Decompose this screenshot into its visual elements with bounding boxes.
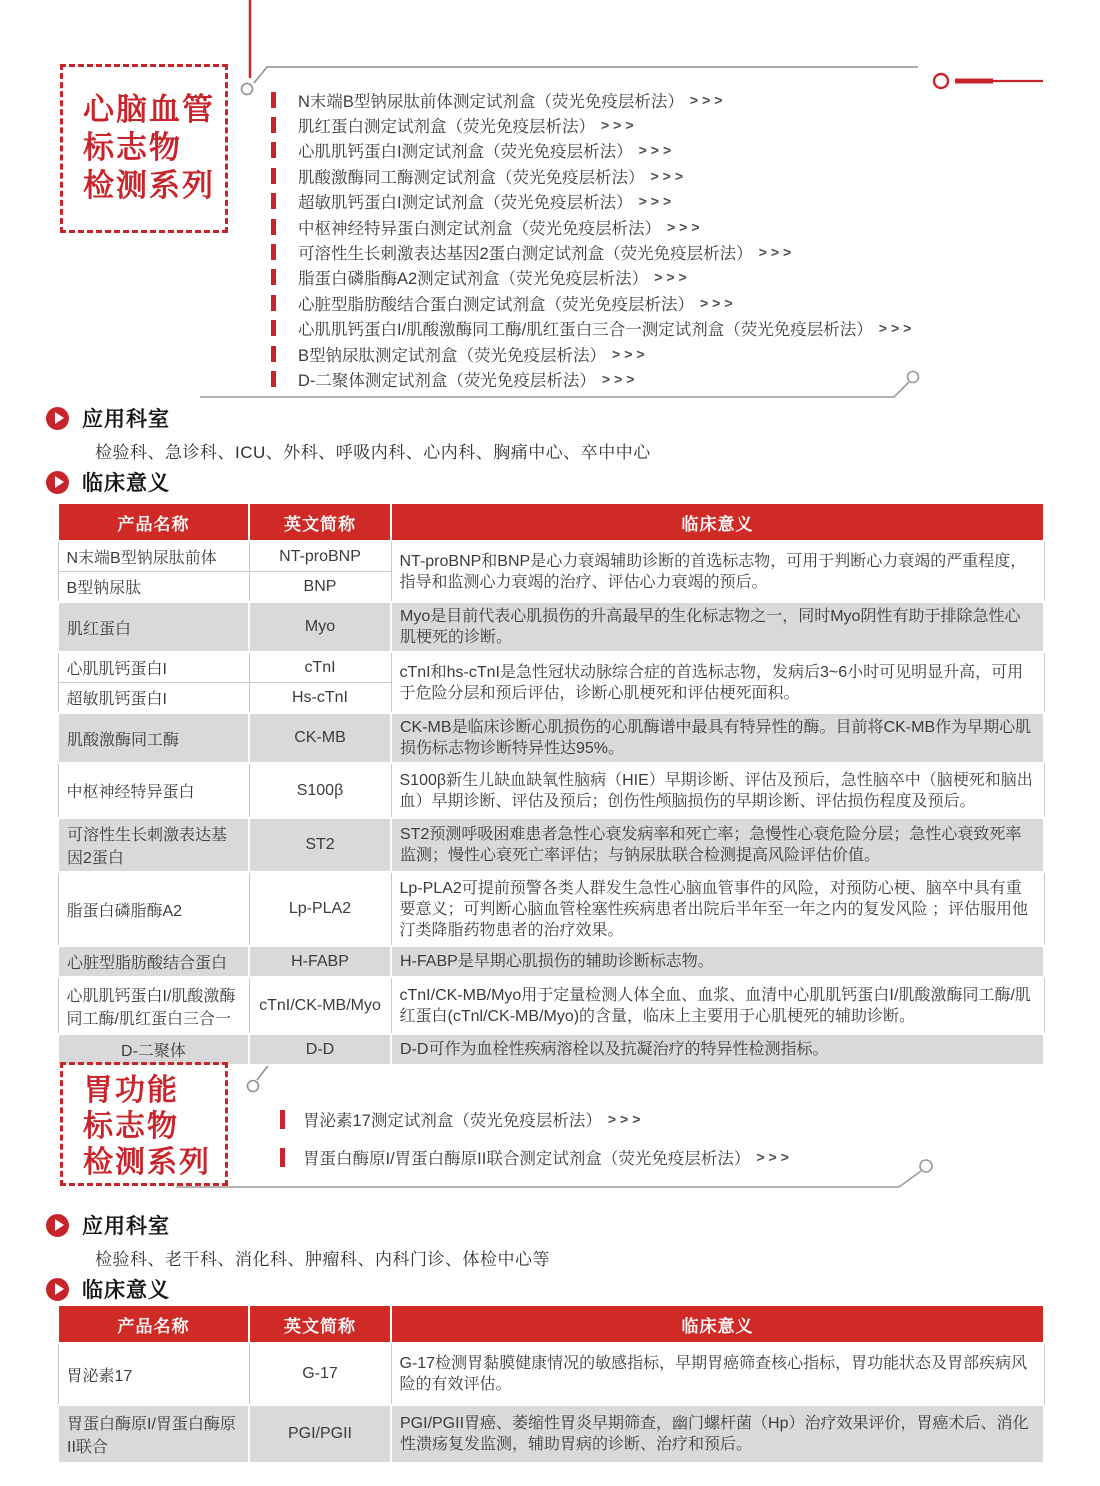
kit-item[interactable]: [271, 265, 1071, 290]
cardio-clinical-table: [57, 502, 1045, 1066]
table-row: [58, 977, 1044, 1034]
clinical-meaning: cTnI和hs-cTnI是急性冠状动脉综合症的首选标志物，发病后3~6小时可见明显升高，可用于危险分层和预后评估，诊断心肌梗死和评估梗死面积。: [391, 652, 1044, 713]
heading-label: 应用科室: [82, 408, 170, 431]
section-heading-departments: [46, 403, 170, 433]
gastric-kit-list: [280, 1100, 1080, 1176]
product-name: 胃泌素17: [58, 1343, 249, 1405]
departments-text: 检验科、老干科、消化科、肿瘤科、内科门诊、体检中心等: [95, 1250, 550, 1269]
product-abbr: BNP: [249, 572, 391, 603]
clinical-meaning: D-D可作为血栓性疾病溶栓以及抗凝治疗的特异性检测指标。: [391, 1034, 1044, 1065]
bullet-bar-icon: [271, 193, 276, 209]
more-arrows-icon: >>>: [689, 91, 727, 108]
more-arrows-icon: >>>: [601, 370, 639, 387]
kit-label: 胃蛋白酶原I/胃蛋白酶原II联合测定试剂盒（荧光免疫层析法）: [303, 1150, 751, 1168]
kit-label: 脂蛋白磷脂酶A2测定试剂盒（荧光免疫层析法）: [298, 270, 649, 289]
series-title-line: 标志物: [83, 1110, 179, 1143]
kit-item[interactable]: [280, 1100, 1080, 1138]
table-row: [58, 818, 1044, 872]
more-arrows-icon: >>>: [638, 142, 676, 159]
kit-label: N末端B型钠尿肽前体测定试剂盒（荧光免疫层析法）: [298, 92, 684, 111]
kit-item[interactable]: [271, 138, 1071, 163]
product-name: 超敏肌钙蛋白I: [58, 683, 249, 714]
kit-label: 肌红蛋白测定试剂盒（荧光免疫层析法）: [298, 118, 595, 137]
kit-item[interactable]: [271, 189, 1071, 214]
more-arrows-icon: >>>: [601, 117, 638, 134]
table-row: [58, 1034, 1044, 1065]
table-header-row: [58, 1305, 1044, 1343]
kit-label: 心肌肌钙蛋白I测定试剂盒（荧光免疫层析法）: [298, 143, 633, 162]
clinical-meaning: Lp-PLA2可提前预警各类人群发生急性心脑血管事件的风险，对预防心梗、脑卒中具有重要意义；可判断心脑血管栓塞性疾病患者出院后半年至一年之内的复发风险 ；评估服用他汀类降脂药物患者的治疗效果。: [391, 872, 1044, 946]
column-header: 英文简称: [249, 1305, 391, 1343]
product-name: 心肌肌钙蛋白I: [58, 652, 249, 683]
column-header: 产品名称: [58, 503, 249, 541]
bullet-bar-icon: [271, 320, 276, 336]
clinical-meaning: ST2预测呼吸困难患者急性心衰发病率和死亡率；急慢性心衰危险分层；急性心衰致死率监测；慢性心衰死亡率评估；与钠尿肽联合检测提高风险评估价值。: [391, 818, 1044, 872]
product-abbr: cTnI: [249, 652, 391, 683]
kit-item[interactable]: [271, 239, 1071, 264]
product-abbr: cTnI/CK-MB/Myo: [249, 977, 391, 1034]
product-abbr: G-17: [249, 1343, 391, 1405]
heading-label: 应用科室: [82, 1215, 170, 1238]
product-name: 心肌肌钙蛋白I/肌酸激酶同工酶/肌红蛋白三合一: [58, 977, 249, 1034]
clinical-meaning: G-17检测胃黏膜健康情况的敏感指标，早期胃癌筛查核心指标，胃功能状态及胃部疾病风险的有效评估。: [391, 1343, 1044, 1405]
series-title-line: 检测系列: [83, 1146, 211, 1179]
product-abbr: NT-proBNP: [249, 541, 391, 572]
product-abbr: Myo: [249, 602, 391, 652]
table-row: [58, 602, 1044, 652]
clinical-meaning: cTnI/CK-MB/Myo用于定量检测人体全血、血浆、血清中心肌肌钙蛋白Ⅰ/肌酸激酶同工酶/肌红蛋白(cTnl/CK-MB/Myo)的含量，临床上主要用于心肌梗死的辅助诊断。: [391, 977, 1044, 1034]
product-abbr: Lp-PLA2: [249, 872, 391, 946]
table-row: [58, 541, 1044, 572]
clinical-meaning: CK-MB是临床诊断心肌损伤的心肌酶谱中最具有特异性的酶。目前将CK-MB作为早期心肌损伤标志物诊断特异性达95%。: [391, 713, 1044, 763]
bullet-bar-icon: [271, 295, 276, 311]
section-heading-clinical: [46, 1274, 170, 1304]
more-arrows-icon: >>>: [667, 218, 704, 235]
clinical-meaning: H-FABP是早期心肌损伤的辅助诊断标志物。: [391, 946, 1044, 977]
kit-item[interactable]: [271, 341, 1071, 366]
more-arrows-icon: >>>: [758, 244, 796, 261]
kit-item[interactable]: [271, 316, 1071, 341]
product-name: D-二聚体: [58, 1034, 249, 1065]
product-abbr: Hs-cTnI: [249, 683, 391, 714]
table-header-row: [58, 503, 1044, 541]
series-title-gastric: [60, 1062, 228, 1186]
kit-item[interactable]: [271, 366, 1071, 391]
product-name: B型钠尿肽: [58, 572, 249, 603]
table-row: [58, 946, 1044, 977]
play-bullet-icon: [46, 1278, 69, 1301]
kit-label: 可溶性生长刺激表达基因2蛋白测定试剂盒（荧光免疫层析法）: [298, 245, 753, 264]
kit-label: 心脏型脂肪酸结合蛋白测定试剂盒（荧光免疫层析法）: [298, 295, 694, 314]
column-header: 产品名称: [58, 1305, 249, 1343]
product-abbr: S100β: [249, 763, 391, 818]
table-row: [58, 713, 1044, 763]
kit-label: 中枢神经特异蛋白测定试剂盒（荧光免疫层析法）: [298, 219, 661, 238]
play-bullet-icon: [46, 407, 69, 430]
bullet-bar-icon: [271, 269, 276, 285]
more-arrows-icon: >>>: [700, 294, 737, 311]
column-header: 临床意义: [391, 503, 1044, 541]
bullet-bar-icon: [271, 346, 276, 362]
bullet-bar-icon: [271, 168, 276, 184]
play-bullet-icon: [46, 1214, 69, 1237]
series-title-line: 检测系列: [83, 168, 215, 203]
more-arrows-icon: >>>: [638, 193, 676, 210]
product-abbr: PGI/PGII: [249, 1405, 391, 1463]
kit-label: 胃泌素17测定试剂盒（荧光免疫层析法）: [303, 1112, 602, 1130]
product-abbr: ST2: [249, 818, 391, 872]
bullet-bar-icon: [271, 117, 276, 133]
series-title-line: 胃功能: [83, 1074, 179, 1107]
kit-label: D-二聚体测定试剂盒（荧光免疫层析法）: [298, 371, 596, 390]
bullet-bar-icon: [280, 1148, 285, 1167]
bullet-bar-icon: [271, 244, 276, 260]
table-row: [58, 1405, 1044, 1463]
kit-item[interactable]: [280, 1138, 1080, 1176]
departments-text: 检验科、急诊科、ICU、外科、呼吸内科、心内科、胸痛中心、卒中中心: [95, 443, 651, 462]
kit-label: B型钠尿肽测定试剂盒（荧光免疫层析法）: [298, 346, 607, 365]
play-bullet-icon: [46, 471, 69, 494]
gastric-top-connector: [248, 1063, 929, 1092]
more-arrows-icon: >>>: [650, 167, 688, 184]
section-heading-clinical: [46, 467, 170, 497]
section-heading-departments: [46, 1210, 170, 1240]
more-arrows-icon: >>>: [756, 1149, 793, 1165]
gastric-clinical-table: [57, 1304, 1045, 1464]
product-name: 胃蛋白酶原I/胃蛋白酶原II联合: [58, 1405, 249, 1463]
product-abbr: CK-MB: [249, 713, 391, 763]
column-header: 临床意义: [391, 1305, 1044, 1343]
bullet-bar-icon: [271, 142, 276, 158]
product-name: 可溶性生长刺激表达基因2蛋白: [58, 818, 249, 872]
series-title-line: 标志物: [83, 130, 182, 165]
kit-item[interactable]: [271, 87, 1071, 112]
column-header: 英文简称: [249, 503, 391, 541]
product-name: 肌酸激酶同工酶: [58, 713, 249, 763]
series-title-line: 心脑血管: [83, 92, 215, 127]
product-name: N末端B型钠尿肽前体: [58, 541, 249, 572]
kit-label: 超敏肌钙蛋白I测定试剂盒（荧光免疫层析法）: [298, 194, 633, 213]
kit-label: 肌酸激酶同工酶测定试剂盒（荧光免疫层析法）: [298, 168, 645, 187]
product-name: 脂蛋白磷脂酶A2: [58, 872, 249, 946]
kit-label: 心肌肌钙蛋白I/肌酸激酶同工酶/肌红蛋白三合一测定试剂盒（荧光免疫层析法）: [298, 321, 873, 340]
table-row: [58, 1343, 1044, 1405]
bullet-bar-icon: [271, 92, 276, 108]
product-name: 中枢神经特异蛋白: [58, 763, 249, 818]
product-abbr: D-D: [249, 1034, 391, 1065]
more-arrows-icon: >>>: [612, 345, 649, 362]
table-row: [58, 763, 1044, 818]
more-arrows-icon: >>>: [878, 320, 916, 337]
top-right-accent: [934, 74, 1043, 88]
more-arrows-icon: >>>: [607, 1111, 645, 1127]
bullet-bar-icon: [271, 219, 276, 235]
cardio-kit-list: [271, 87, 1071, 392]
cardio-top-connector: [242, 0, 919, 95]
clinical-meaning: PGI/PGII胃癌、萎缩性胃炎早期筛查，幽门螺杆菌（Hp）治疗效果评价，胃癌术后、消化性溃疡复发监测，辅助胃病的诊断、治疗和预后。: [391, 1405, 1044, 1463]
kit-item[interactable]: [271, 163, 1071, 188]
kit-item[interactable]: [271, 214, 1071, 239]
kit-item[interactable]: [271, 290, 1071, 315]
series-title-cardio: [60, 64, 228, 233]
heading-label: 临床意义: [82, 472, 170, 495]
table-row: [58, 872, 1044, 946]
product-name: 心脏型脂肪酸结合蛋白: [58, 946, 249, 977]
bullet-bar-icon: [280, 1110, 285, 1129]
product-abbr: H-FABP: [249, 946, 391, 977]
heading-label: 临床意义: [82, 1279, 170, 1302]
clinical-meaning: Myo是目前代表心肌损伤的升高最早的生化标志物之一，同时Myo阴性有助于排除急性心肌梗死的诊断。: [391, 602, 1044, 652]
clinical-meaning: NT-proBNP和BNP是心力衰竭辅助诊断的首选标志物，可用于判断心力衰竭的严重程度，指导和监测心力衰竭的治疗、评估心力衰竭的预后。: [391, 541, 1044, 602]
bullet-bar-icon: [271, 371, 276, 387]
clinical-meaning: S100β新生儿缺血缺氧性脑病（HIE）早期诊断、评估及预后，急性脑卒中（脑梗死和脑出血）早期诊断、评估及预后；创伤性颅脑损伤的早期诊断、评估损伤程度及预后。: [391, 763, 1044, 818]
product-name: 肌红蛋白: [58, 602, 249, 652]
kit-item[interactable]: [271, 112, 1071, 137]
more-arrows-icon: >>>: [654, 269, 691, 286]
table-row: [58, 652, 1044, 683]
